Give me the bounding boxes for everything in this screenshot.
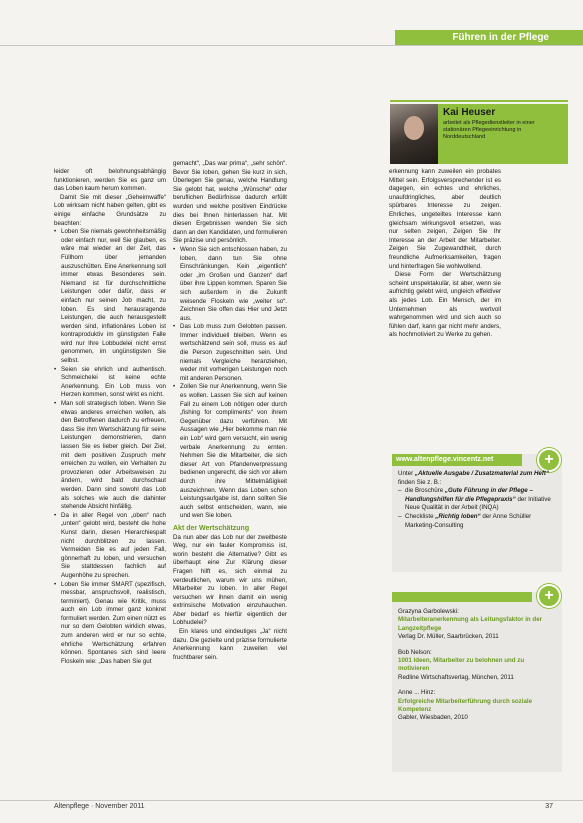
paragraph: Ein klares und eindeutiges „Ja“ nicht dazu. Die gezielte und präzise formulierte Anerkennung kann zuweilen viel fruchtbarer sein. xyxy=(173,628,287,661)
author-description: arbeitet als Pflegedienstleiter in einer stationären Pflegeeinrichtung in Norddeutschland xyxy=(443,120,535,141)
list-item xyxy=(398,487,554,513)
list-item xyxy=(398,513,554,530)
text: der Initiative Neue Qualität in der Arbeit (INQA) xyxy=(405,495,551,512)
text-emphasis: „Richtig loben“ xyxy=(435,512,481,520)
literature-entry xyxy=(398,608,554,642)
web-info-body xyxy=(398,470,554,530)
lit-author: Bob Nelson: xyxy=(398,648,432,656)
author-info xyxy=(438,104,568,164)
web-info-list xyxy=(398,487,554,530)
lit-publisher: Gabler, Wiesbaden, 2010 xyxy=(398,714,468,722)
lit-author: Grazyna Garbolewski: xyxy=(398,608,459,615)
text: der Anne Schüller Marketing-Consulting xyxy=(405,512,532,529)
column-3 xyxy=(389,168,501,340)
list-item: • Seien sie ehrlich und authentisch. Schmeichelei ist keine echte Anerkennung. Ein Lob muss von Herzen kommen, sonst wirkt es nicht. xyxy=(54,366,166,400)
lit-title: Mitarbeiteranerkennung als Leitungsfaktor in der Langzeitpflege xyxy=(398,616,543,632)
bullet-list xyxy=(54,228,166,666)
text-emphasis: „Gute Führung in der Pflege – Handlungshilfen für die Pflegepraxis“ xyxy=(405,487,533,503)
plus-icon: + xyxy=(537,448,561,472)
subheading: Akt der Wertschätzung xyxy=(173,524,250,532)
paragraph: erkennung kann zuweilen ein probates Mittel sein. Erfolgsversprechender ist es dagegen, ein echtes und ehrliches, unaufdringliches, aber deutlich spürbares Interesse zu zeigen. Ehrliches, ungeteiltes Interesse kann gleichsam wirkungsvoll ersetzen, was nur selten zeigen, Zeigen Sie Ihr Interesse an der Arbeit der Mitarbeiter. Zeigen Sie Zugewandtheit, durch freundliche Aufmerksamkeiten, fragen und hinterfragen Sie wohlwollend. xyxy=(389,168,501,270)
list-item: • Da in aller Regel von „oben“ nach „unten“ gelobt wird, besteht die hohe Kunst darin, diesen Hierarchiespalt nicht durchblitzen zu lassen. Vermeiden Sie es auf jeden Fall, gönnerhaft zu loben, und versuchen Sie stattdessen fachlich auf Augenhöhe zu sprechen. xyxy=(54,512,166,581)
paragraph: Damit Sie mit dieser „Geheimwaffe“ Lob wirksam nicht haben gelten, gibt es einige einfache Grundsätze zu beachten: xyxy=(54,193,166,227)
author-name: Kai Heuser xyxy=(443,107,496,118)
web-info-box xyxy=(392,451,562,572)
list-item: • Zollen Sie nur Anerkennung, wenn Sie es wollen. Lassen Sie sich auf keinen Fall zu einem Lob nötigen oder durch „fishing for compliments“ von ihrem Gegenüber dazu verführen. Mit Aussagen wie „Hier bekomme man nie ein Lob“ wird gern versucht, ein wenig verbale Anerkennung zu ernten. Nehmen Sie die Mitarbeiter, die sich dieser Art von Pfandenverpressung bedienen ungerecht, die sich vor allem durch ihre Mittelmäßigkeit auszeichnen. Wenn das Loben schon Leistungsaufgabe ist, dann sollten Sie auch selbst entscheiden, wann, wie und wen Sie loben. xyxy=(173,383,287,521)
plus-icon: + xyxy=(537,584,561,608)
text: die Broschüre xyxy=(405,487,445,495)
author-photo xyxy=(390,104,438,164)
lit-publisher: Redline Wirtschaftsverlag, München, 2011 xyxy=(398,673,514,681)
literature-entry xyxy=(398,649,554,683)
column-1 xyxy=(54,168,166,666)
list-item: • Wenn Sie sich entschlossen haben, zu loben, dann tun Sie ohne Einschränkungen. Kein „eigentlich“ oder „im Großen und Ganzen“ darf über ihre Lippen kommen. Sparen Sie sich außerdem in die Zukunft weisende Floskeln wie „weiter so“. Zeichnen Sie offen das Hier und Jetzt aus. xyxy=(173,246,287,323)
literature-bar xyxy=(392,592,532,602)
list-item: • Das Lob muss zum Gelobten passen. Immer individuell bleiben. Wenn es wertschätzend sein soll, muss es auf die Person zugeschnitten sein. Und niemals Vergleiche heranziehen, weder mit vorherigen Leistungen noch mit anderen Personen. xyxy=(173,323,287,383)
bullet-list xyxy=(173,246,287,521)
lit-author: Anne ... Hinz: xyxy=(398,689,436,697)
paragraph: Da nun aber das Lob nur der zweitbeste Weg, nur ein fauler Kompromiss ist, worin besteht die Alternative? Gibt es überhaupt eine Zur Klärung dieser Fragen hilft es, sich einmal zu verdeutlichen, warum wir uns mühen, Mitarbeiter zu loben. In aller Regel versuchen wir ihnen damit ein wenig extrinsische Motivation einzuhauchen. Aber bedarf es hierfür eigentlich der Lobhudelei? xyxy=(173,533,287,627)
literature-box xyxy=(392,587,562,772)
column-2 xyxy=(173,160,287,662)
footer-divider xyxy=(0,800,583,801)
text: finden Sie z. B.: xyxy=(398,478,442,486)
lit-publisher: Verlag Dr. Müller, Saarbrücken, 2011 xyxy=(398,633,499,641)
paragraph: gemacht“, „Das war prima“, „sehr schön“. Bevor Sie loben, gehen Sie kurz in sich, Überlegen Sie genau, welche Handlung Sie gelobt hat, welche „Wünsche“ oder beruflichen Bedürfnisse dadurch erfüllt wurden und welche positiven Eindrücke dies bei Ihnen hinterlassen hat. Mit diesen Ergebnissen wenden Sie sich dann an den Kandidaten, und formulieren Sie präzise und persönlich. xyxy=(173,160,287,245)
paragraph: Diese Form der Wertschätzung scheint unspektakulär, ist aber, wenn sie aufrichtig gelebt wird, ungleich effektiver als jedes Lob. Ein Mensch, der im Unternehmen als wertvoll wahrgenommen wird und sich auch so fühlen darf, kann gar nicht mehr anders, als hochmotiviert zu Werke zu gehen. xyxy=(389,271,501,339)
section-header: Führen in der Pflege xyxy=(395,30,583,46)
text: Unter xyxy=(398,470,415,477)
header-divider xyxy=(0,45,583,46)
paragraph: leider oft belohnungsabhängig funktionieren, werden Sie es ganz um das Loben kaum herum kommen. xyxy=(54,168,166,193)
literature-list xyxy=(398,608,554,730)
lit-title: Erfolgreiche Mitarbeiterführung durch soziale Kompetenz xyxy=(398,697,533,714)
lit-title: 1001 Ideen, Mitarbeiter zu belohnen und zu motivieren xyxy=(398,657,525,673)
list-item: • Loben Sie niemals gewohnheitsmäßig oder einfach nur, weil Sie glauben, es wäre mal wieder an der Zeit, das Füllhorn über jemanden auszuschütten. Eine Anerkennung soll immer etwas Besonderes sein. Niemand ist für durchschnittliche Leistungen oder dafür, dass er einfach nur seinen Job macht, zu loben. Es sind herausragende Leistungen, die auch herausgestellt werden sind, inflationäres Loben ist kontraproduktiv im günstigsten Falle wird nur Ihre Lobbudelei nicht ernst genommen, im ungünstigsten Sie selbst. xyxy=(54,228,166,366)
literature-entry xyxy=(398,689,554,723)
web-info-intro xyxy=(398,470,554,487)
author-box xyxy=(390,100,568,166)
text-emphasis: „Aktuelle Ausgabe / Zusatzmaterial zum Heft“ xyxy=(414,470,550,477)
web-link[interactable]: www.altenpflege.vincentz.net xyxy=(392,454,522,466)
footer-publication: Altenpflege · November 2011 xyxy=(54,803,145,810)
text: Checkliste xyxy=(405,512,436,520)
page-number: 37 xyxy=(545,803,553,810)
list-item: • Man soll strategisch loben. Wenn Sie etwas anderes erreichen wollen, als den Betroffenen dadurch zu erfreuen, dass Sie ihm Wertschätzung für seine Leistungen demonstrieren, dann lassen Sie es lieber gleich. Der Ziel, mit dem positiven Zuspruch mehr erreichen zu wollen, ein Verhalten zu provozieren oder Arbeitsweisen zu ändern, wird bald durchschaut werden. Dann sind sowohl das Lob als solches wie auch die dahinter stehende Absicht hinfällig. xyxy=(54,400,166,512)
list-item: • Loben Sie immer SMART (spezifisch, messbar, anspruchsvoll, realistisch, terminiert). Genau wie Kritik, muss auch ein Lob immer ganz konkret formuliert werden. Zum einen nützt es nur so dem Gelobten wirklich etwas, zum anderen wird er nur so echte, ehrliche Wertschätzung erfahren können. Spontanes sich sind leere Floskeln wie: „Das haben Sie gut xyxy=(54,581,166,667)
